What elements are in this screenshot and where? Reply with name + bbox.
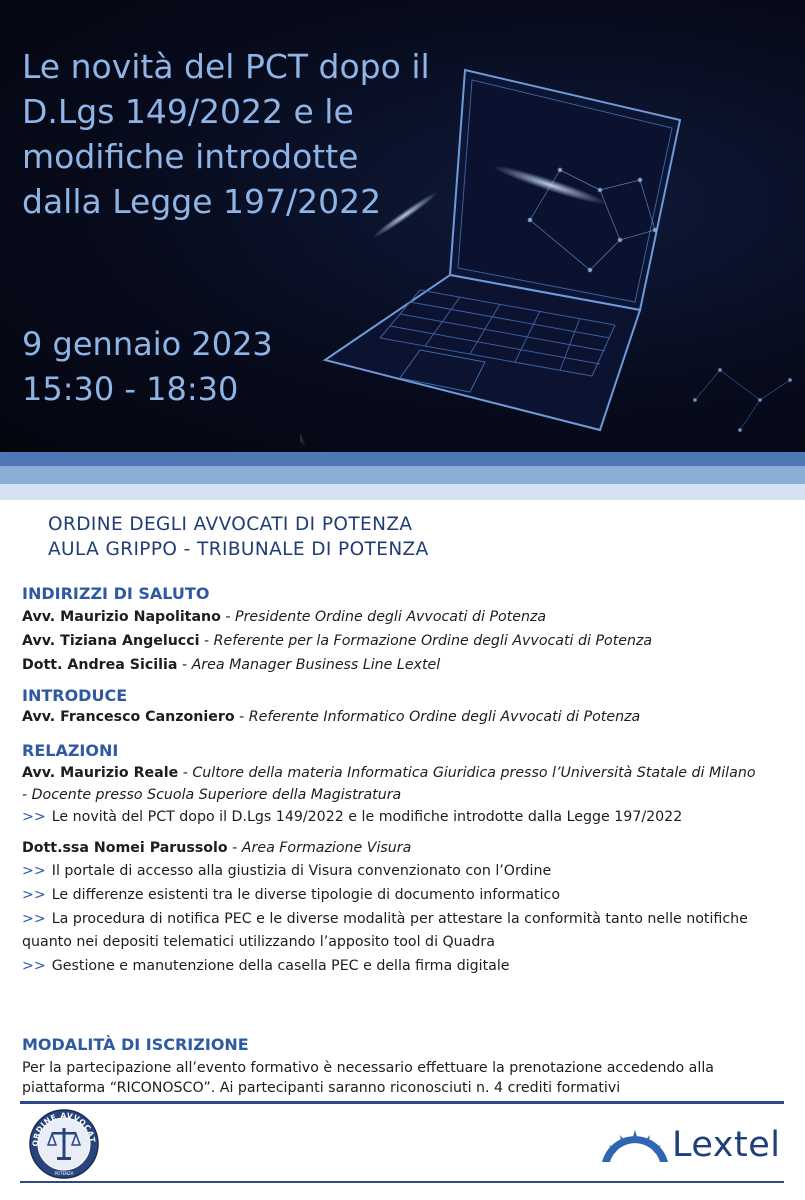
speaker-role-continued [22,787,401,803]
arrow-icon: >> [22,958,46,974]
footer-bottom-rule [20,1181,784,1183]
arrow-icon: >> [22,911,46,927]
arrow-icon: >> [22,863,46,879]
introduce-person: Avv. Francesco Canzoniero - Referente Informatico Ordine degli Avvocati di Potenza [22,709,641,725]
topic-item [22,911,748,927]
person-role: Area Manager Business Line Lextel [191,657,441,673]
section-heading-relazioni: RELAZIONI [22,741,119,760]
speaker-line: Dott.ssa Nomei Parussolo - Area Formazione Visura [22,840,412,856]
section-heading-introduce: INTRODUCE [22,686,128,705]
person-name: Avv. Tiziana Angelucci [22,633,200,649]
person-role: Cultore della materia Informatica Giuridica presso l’Università Statale di Milano [192,765,756,781]
topic-text: Le differenze esistenti tra le diverse tipologie di documento informatico [51,887,561,903]
topic-text: Le novità del PCT dopo il D.Lgs 149/2022 e le modifiche introdotte dalla Legge 197/2022 [51,809,683,825]
person-name: Avv. Maurizio Napolitano [22,609,221,625]
topic-text: La procedura di notifica PEC e le diverse modalità per attestare la conformità tanto nelle notifiche [51,911,748,927]
section-heading-iscrizione: MODALITÀ DI ISCRIZIONE [22,1035,249,1054]
topic-text: quanto nei depositi telematici utilizzando l’apposito tool di Quadra [22,934,495,950]
topic-item [22,809,682,825]
topic-item [22,887,560,903]
person-name: Avv. Maurizio Reale [22,765,179,781]
speaker-line: Avv. Maurizio Reale - Cultore della materia Informatica Giuridica presso l’Università Statale di Milano [22,765,756,781]
topic-item [22,958,510,974]
iscrizione-text: Per la partecipazione all’evento formativo è necessario effettuare la prenotazione accedendo alla piattaforma “RICONOSCO”. Ai partecipanti saranno riconosciuti n. 4 crediti formativi [22,1060,714,1096]
seal-text-bottom: POTENZA [54,1171,74,1176]
person-name: Avv. Francesco Canzoniero [22,709,235,725]
saluto-person: Avv. Maurizio Napolitano - Presidente Ordine degli Avvocati di Potenza [22,609,547,625]
lextel-brand-name: Lextel [672,1125,781,1165]
seal-text-top: ORDINE AVVOCAT [30,1110,98,1147]
event-date: 9 gennaio 2023 [22,325,273,363]
topic-item-continued [22,934,495,950]
footer-rule [20,1101,784,1104]
venue-block [48,512,429,562]
topic-text: Il portale di accesso alla giustizia di Visura convenzionato con l’Ordine [51,863,552,879]
person-role: Referente Informatico Ordine degli Avvocati di Potenza [248,709,641,725]
section-heading-saluto: INDIRIZZI DI SALUTO [22,584,210,603]
hero-banner [0,0,805,452]
person-role: Presidente Ordine degli Avvocati di Potenza [235,609,547,625]
saluto-person: Avv. Tiziana Angelucci - Referente per la Formazione Ordine degli Avvocati di Potenza [22,633,653,649]
arrow-icon: >> [22,809,46,825]
person-role: Referente per la Formazione Ordine degli Avvocati di Potenza [213,633,653,649]
person-role: - Docente presso Scuola Superiore della Magistratura [22,787,402,803]
venue-organizer: ORDINE DEGLI AVVOCATI DI POTENZA [48,514,413,535]
divider-band [0,466,805,484]
topic-item [22,863,551,879]
topic-text: Gestione e manutenzione della casella PEC e della firma digitale [51,958,510,974]
divider-band [0,484,805,500]
divider-band [0,452,805,466]
person-name: Dott. Andrea Sicilia [22,657,178,673]
person-role: Area Formazione Visura [241,840,412,856]
event-title: Le novità del PCT dopo il D.Lgs 149/2022 e le modifiche introdotte dalla Legge 197/2022 [22,47,430,221]
arrow-icon: >> [22,887,46,903]
venue-location: AULA GRIPPO - TRIBUNALE DI POTENZA [48,539,429,560]
ordine-avvocati-seal-logo [28,1108,100,1180]
person-name: Dott.ssa Nomei Parussolo [22,840,228,856]
event-time: 15:30 - 18:30 [22,370,239,408]
saluto-person: Dott. Andrea Sicilia - Area Manager Business Line Lextel [22,657,441,673]
